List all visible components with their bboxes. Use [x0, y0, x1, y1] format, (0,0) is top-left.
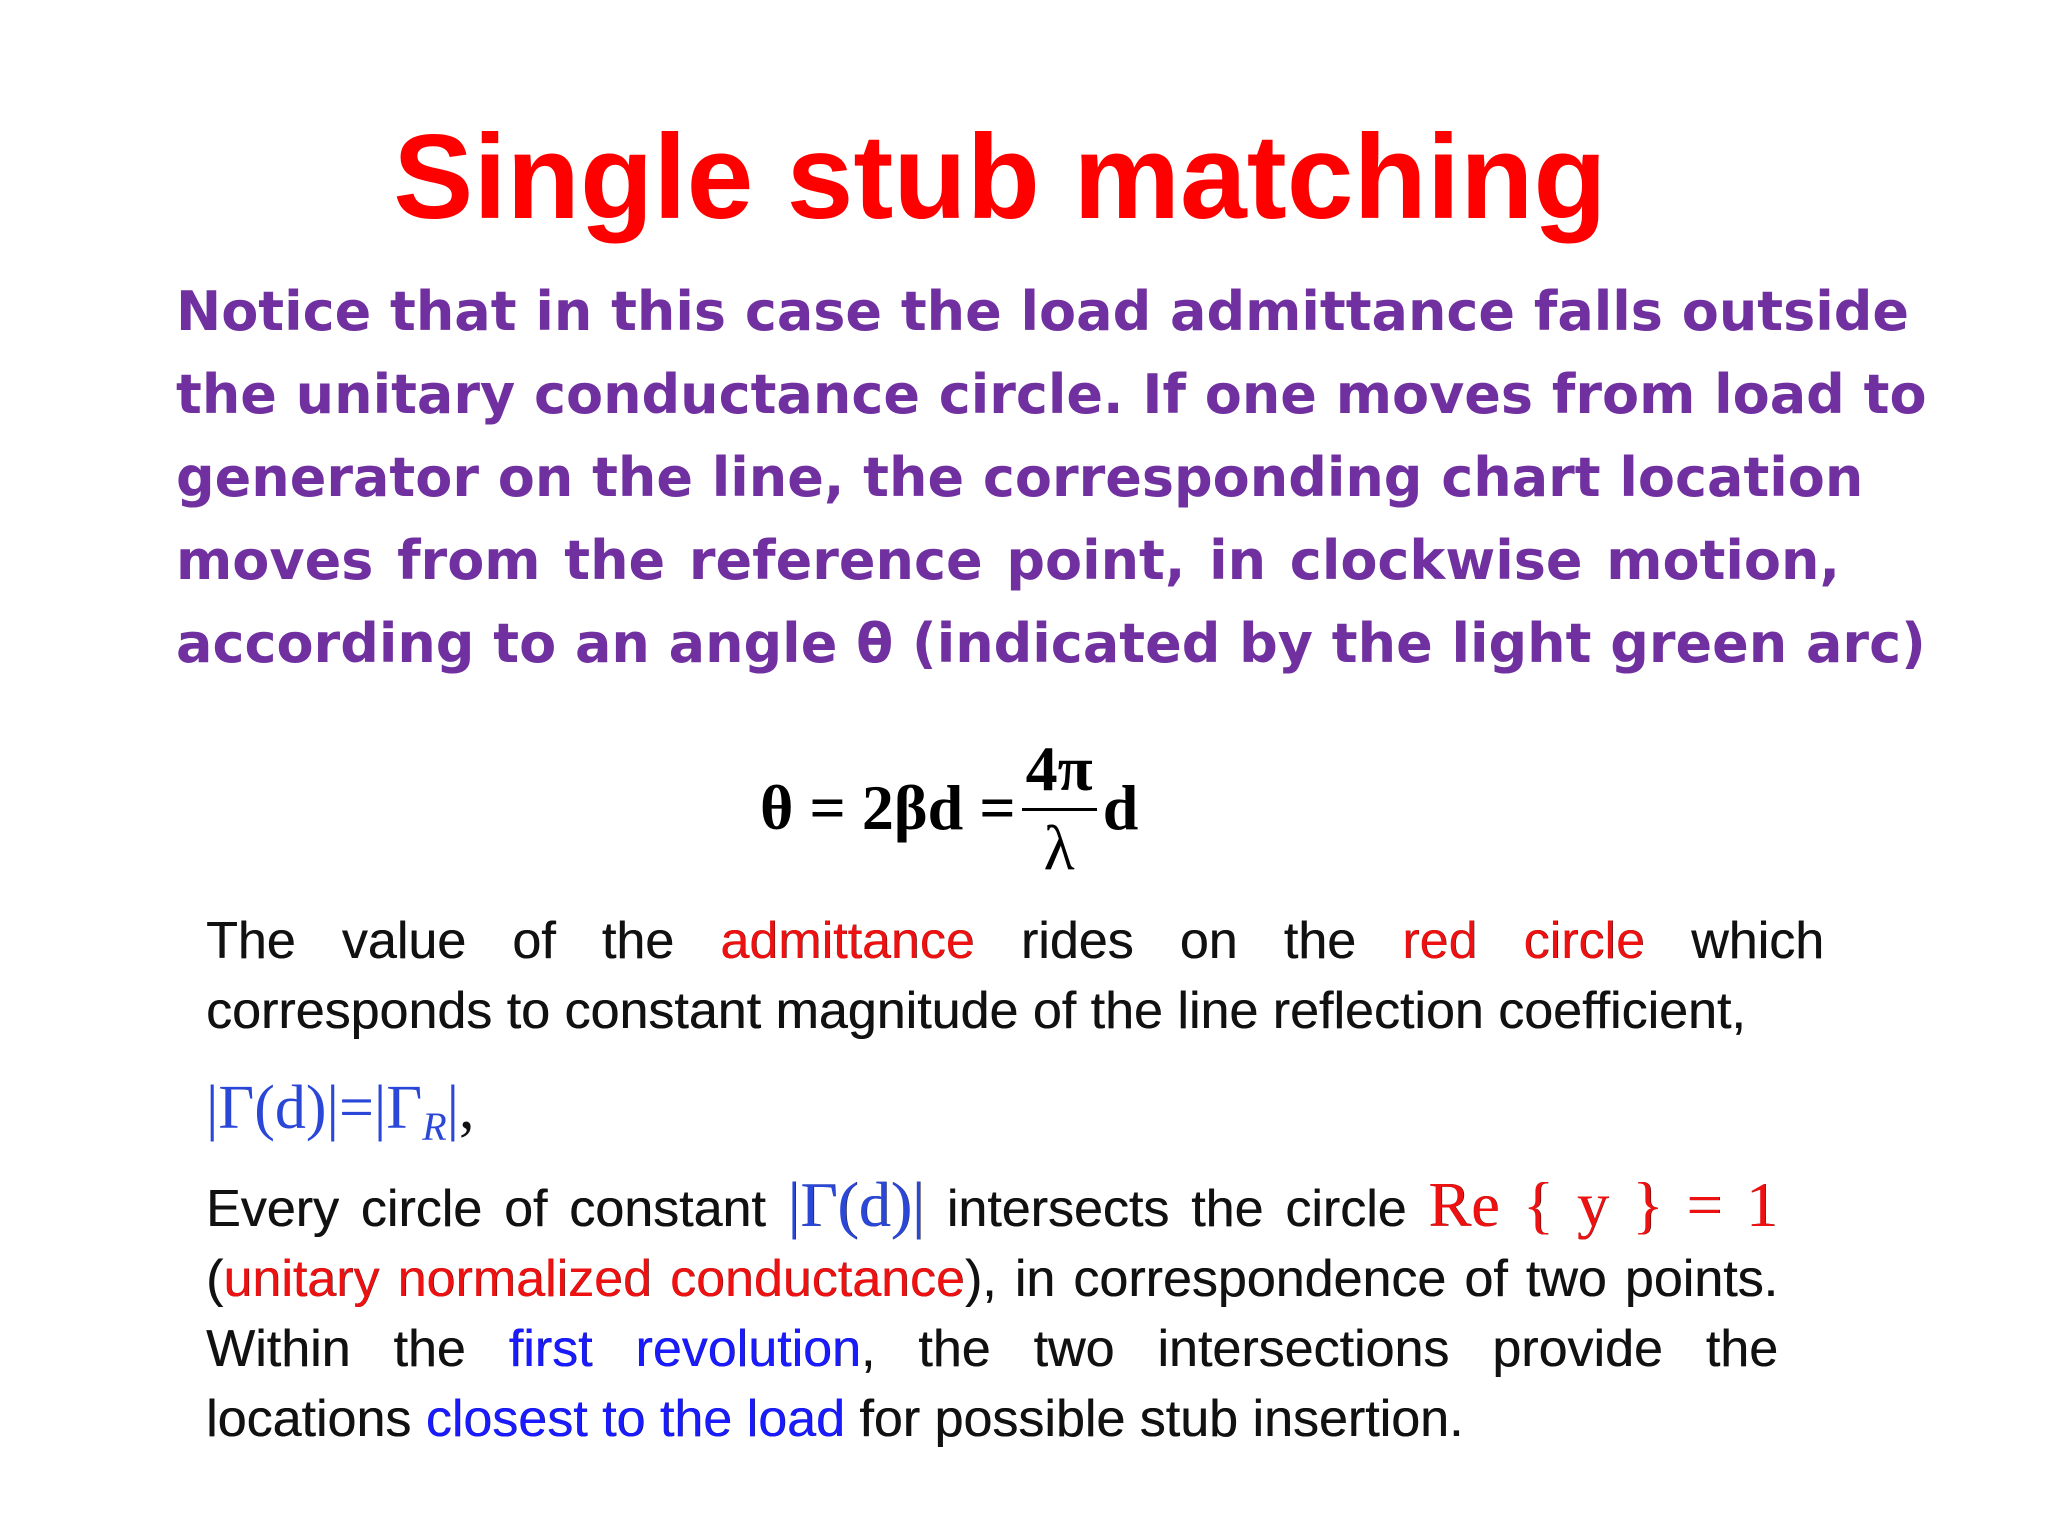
- formula-right: d: [1102, 772, 1139, 843]
- text-segment: for possible stub insertion.: [859, 1390, 1464, 1448]
- text-segment: rides on the: [1020, 912, 1357, 970]
- text-segment: intersects the circle: [946, 1180, 1407, 1238]
- formula-fraction: [1022, 732, 1097, 885]
- paragraph-line: [206, 1244, 1778, 1314]
- intro-line: Notice that in this case the load admittance falls outside: [176, 280, 1910, 343]
- paragraph-line: [206, 1314, 1778, 1384]
- text-segment: ), in correspondence of two points.: [964, 1250, 1778, 1308]
- paragraph-line: [206, 1384, 1778, 1454]
- theta-formula: [760, 728, 1138, 888]
- text-segment: The value of the: [206, 912, 675, 970]
- text-segment: (: [206, 1250, 224, 1308]
- intro-line: generator on the line, the corresponding chart location: [176, 446, 1864, 509]
- gamma-magnitude: |Γ(d)|: [787, 1169, 925, 1240]
- gamma-main: |Γ(d)|=|Γ: [206, 1074, 423, 1142]
- gamma-comma: ,: [459, 1074, 475, 1142]
- gamma-subscript: R: [422, 1104, 447, 1149]
- gamma-equation: [206, 1068, 475, 1167]
- formula-denominator: λ: [1043, 811, 1075, 883]
- admittance-paragraph: [206, 906, 1824, 1046]
- highlight-closest-to-load: closest to the load: [425, 1390, 845, 1448]
- highlight-red-circle: red circle: [1402, 912, 1645, 970]
- intro-line: moves from the reference point, in clockwise motion,: [176, 529, 1840, 592]
- text-segment: Every circle of constant: [206, 1180, 766, 1238]
- text-segment: Within the: [206, 1320, 466, 1378]
- formula-numerator: 4π: [1022, 732, 1097, 811]
- highlight-admittance: admittance: [720, 912, 975, 970]
- formula-left: θ = 2βd =: [760, 772, 1016, 843]
- paragraph-line: [206, 1170, 1778, 1244]
- paragraph-line: corresponds to constant magnitude of the line reflection coefficient,: [206, 982, 1746, 1040]
- intersection-paragraph: [206, 1170, 1778, 1454]
- re-y-equation: Re { y } = 1: [1428, 1169, 1779, 1240]
- text-segment: which: [1691, 912, 1825, 970]
- intro-line: the unitary conductance circle. If one moves from load to: [176, 363, 1927, 426]
- page-title: Single stub matching: [393, 110, 1607, 244]
- text-segment: locations: [206, 1390, 412, 1448]
- paragraph-line: [206, 906, 1824, 976]
- intro-paragraph: [176, 270, 1927, 685]
- intro-line: according to an angle θ (indicated by the light green arc): [176, 612, 1926, 675]
- highlight-first-revolution: first revolution: [508, 1320, 861, 1378]
- text-segment: , the two intersections provide the: [860, 1320, 1778, 1378]
- gamma-end: |: [446, 1074, 460, 1142]
- highlight-unitary-conductance: unitary normalized conductance: [223, 1250, 965, 1308]
